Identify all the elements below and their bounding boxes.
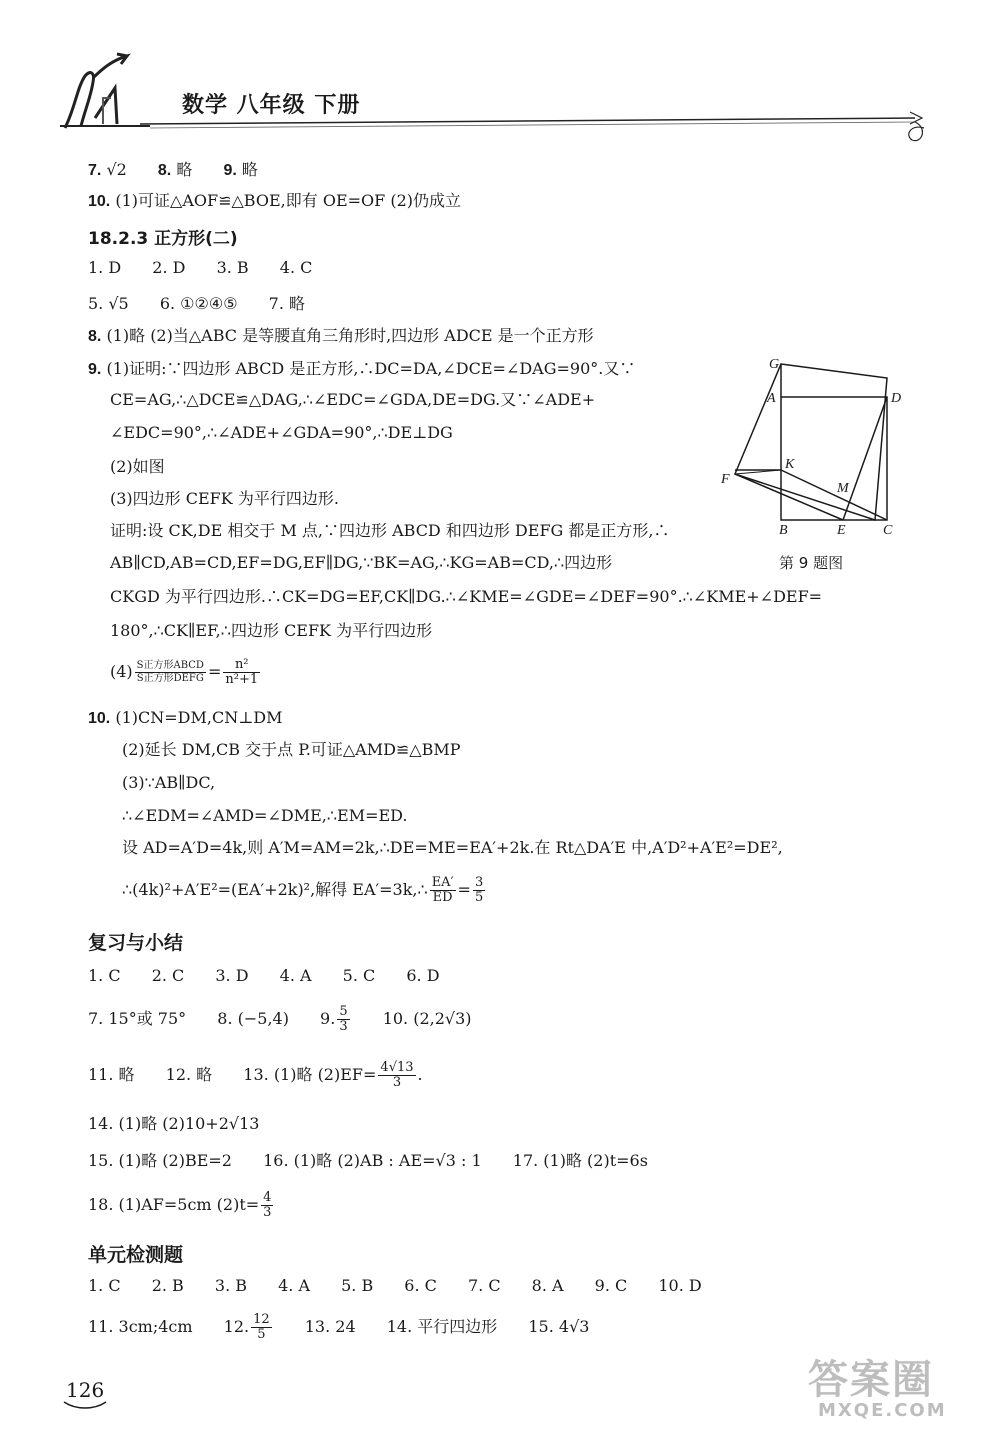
answer-item: 1. C <box>88 966 121 985</box>
answer-item: 2. C <box>151 966 185 985</box>
label-f: F <box>721 472 730 487</box>
page-number-underline <box>62 1400 108 1410</box>
q10-line-1: 10. (1)CN=DM,CN⊥DM <box>88 708 283 727</box>
q9-line-2: CE=AG,∴△DCE≌△DAG,∴∠EDC=∠GDA,DE=DG.又∵∠ADE+ <box>110 390 596 409</box>
answer-row-10 <box>88 191 461 212</box>
section-title-unit-test: 单元检测题 <box>88 1244 184 1266</box>
q10-line-4: ∴∠EDM=∠AMD=∠DME,∴EM=ED. <box>122 806 408 825</box>
q9-line-3: ∠EDC=90°,∴∠ADE+∠GDA=90°,∴DE⊥DG <box>110 423 453 442</box>
answer-item: 6. ①②④⑤ <box>159 294 238 313</box>
label-k: K <box>785 457 795 472</box>
header-title: 数学 八年级 下册 <box>182 93 361 118</box>
review-row-4: 14. (1)略 (2)10+2√13 <box>88 1114 260 1133</box>
q10-line-2: (2)延长 DM,CB 交于点 P.可证△AMD≌△BMP <box>122 740 461 759</box>
q9-number: 9. <box>223 162 237 179</box>
q10-line-3: (3)∵AB∥DC, <box>122 773 216 792</box>
label-e: E <box>837 523 846 538</box>
watermark-url: MXQE.COM <box>818 1400 947 1421</box>
q9-line-7: AB∥CD,AB=CD,EF=DG,EF∥DG,∵BK=AG,∴KG=AB=CD,∴四边形 <box>110 553 613 572</box>
q9-line-4: (2)如图 <box>110 457 165 476</box>
q10-answer: (1)可证△AOF≌△BOE,即有 OE=OF (2)仍成立 <box>115 191 461 210</box>
unit-test-row-2: 11. 3cm;4cm 12. $\frac{12}{5}$ 13. 24 14. 平行四边形 15. 4√3 <box>88 1312 590 1342</box>
review-row-5: 15. (1)略 (2)BE=2 16. (1)略 (2)AB : AE=√3 : 1 17. (1)略 (2)t=6s <box>88 1151 648 1170</box>
q8-answer: 略 <box>176 160 193 179</box>
unit-test-row-1: 1. C 2. B 3. B 4. A 5. B 6. C 7. C 8. A 9. C 10. D <box>88 1276 702 1295</box>
review-row-6: 18. (1)AF=5cm (2)t= $\frac{4}{3}$ <box>88 1190 272 1220</box>
square-defg <box>735 364 887 520</box>
label-m: M <box>837 481 849 496</box>
review-row-3: 11. 略 12. 略 13. (1)略 (2)EF= $\frac{4√13}{3}$ . <box>88 1060 423 1090</box>
q9-answer: 略 <box>241 160 258 179</box>
section-title-1823: 18.2.3 正方形(二) <box>88 229 238 249</box>
section-title-review: 复习与小结 <box>88 932 184 954</box>
section-1823-row1 <box>88 258 312 278</box>
section-1823-q8: 8. (1)略 (2)当△ABC 是等腰直角三角形时,四边形 ADCE 是一个正方形 <box>88 326 594 345</box>
page-number: 126 <box>66 1378 104 1402</box>
q10-number: 10. <box>88 193 111 210</box>
q9-figure <box>715 350 915 580</box>
q9-line-1: 9. (1)证明:∵四边形 ABCD 是正方形,∴DC=DA,∠DCE=∠DAG=90°.又∵ <box>88 359 636 378</box>
answer-item: 4. A <box>279 966 312 985</box>
label-c: C <box>883 523 893 538</box>
answer-item: 1. D <box>88 258 122 277</box>
figure-caption: 第 9 题图 <box>779 554 844 572</box>
label-a: A <box>767 391 776 406</box>
answer-item: 7. 略 <box>268 294 306 313</box>
answer-item: 5. √5 <box>88 294 129 313</box>
q10-line-5: 设 AD=A′D=4k,则 A′M=AM=2k,∴DE=ME=EA′+2k.在 Rt△DA′E 中,A′D²+A′E²=DE², <box>122 838 783 857</box>
label-d: D <box>891 391 902 406</box>
q10-line-6: ∴(4k)²+A′E²=(EA′+2k)²,解得 EA′=3k,∴ $\frac{EA'}{ED}$ = $\frac{3}{5}$ <box>122 875 484 905</box>
area-defg: S正方形DEFG <box>136 673 204 684</box>
answer-item: 3. B <box>216 258 249 277</box>
answer-item: 3. D <box>215 966 249 985</box>
label-g: G <box>769 357 780 372</box>
square-abcd <box>781 397 887 520</box>
answer-item: 6. D <box>406 966 440 985</box>
label-b: B <box>779 523 788 538</box>
answer-row-7-9 <box>88 160 258 181</box>
section-1823-row2 <box>88 294 305 314</box>
answer-item: 4. C <box>279 258 313 277</box>
q9-line-8: CKGD 为平行四边形.∴CK=DG=EF,CK∥DG.∴∠KME=∠GDE=∠DEF=90°.∴∠KME+∠DEF= <box>110 587 823 606</box>
review-row-1 <box>88 966 440 986</box>
q9-line-9: 180°,∴CK∥EF,∴四边形 CEFK 为平行四边形 <box>110 621 433 640</box>
header-rule <box>60 110 940 150</box>
review-row-2: 7. 15°或 75° 8. (−5,4) 9. $\frac{5}{3}$ 10. (2,2√3) <box>88 1004 472 1034</box>
answer-item: 2. D <box>152 258 186 277</box>
q9-line-5: (3)四边形 CEFK 为平行四边形. <box>110 489 339 508</box>
answer-item: 5. C <box>342 966 376 985</box>
q7-answer: √2 <box>106 160 127 179</box>
area-abcd: S正方形ABCD <box>136 660 204 671</box>
q8-number: 8. <box>157 162 172 179</box>
q9-line-6: 证明:设 CK,DE 相交于 M 点,∵四边形 ABCD 和四边形 DEFG 都是正方形,∴ <box>110 521 670 540</box>
watermark-title: 答案圈 <box>808 1357 934 1403</box>
q8-text: (1)略 (2)当△ABC 是等腰直角三角形时,四边形 ADCE 是一个正方形 <box>106 326 594 345</box>
q9-part4: (4) $\frac{\text{S正方形ABCD}}{\text{S正方形DEFG}}$ = $\frac{\text{n²}}{\text{n²+1}}$ <box>110 657 259 687</box>
q7-number: 7. <box>88 162 102 179</box>
